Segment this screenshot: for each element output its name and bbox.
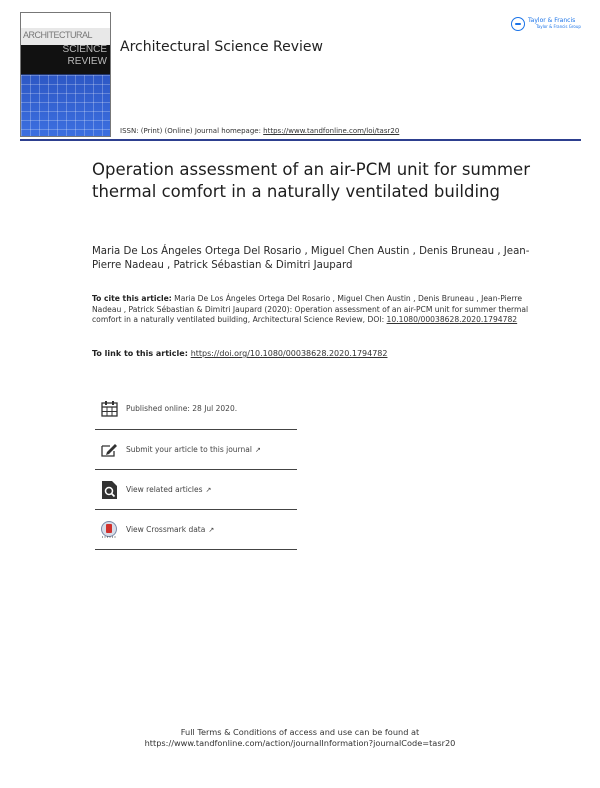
published-online-text: Published online: 28 Jul 2020. [126,404,238,413]
issn-line [120,127,399,135]
journal-title: Architectural Science Review [120,39,323,55]
footer [0,727,600,749]
link-label: To link to this article: [92,349,191,358]
cover-title-line3: REVIEW [67,56,107,67]
publisher-logo[interactable] [511,17,581,31]
publisher-name: Taylor & Francis [528,17,576,24]
crossmark-icon [100,521,118,539]
submit-article-item[interactable] [95,430,297,470]
footer-terms-text: Full Terms & Conditions of access and use can be found at [180,727,420,737]
journal-cover-image [20,12,111,137]
doi-link[interactable]: 10.1080/00038628.2020.1794782 [386,315,518,325]
related-articles-item[interactable] [95,470,297,510]
external-link-icon: ↗ [208,525,215,534]
search-document-icon [100,481,118,499]
calendar-icon [100,400,118,418]
citation-block [92,294,542,326]
external-link-icon: ↗ [254,445,261,454]
article-title: Operation assessment of an air-PCM unit for summer thermal comfort in a naturally ventilated building [92,160,530,201]
article-info-list [95,388,297,550]
taylor-francis-icon [511,17,525,31]
submit-article-link[interactable]: Submit your article to this journal [126,445,252,454]
cover-title-line2: SCIENCE [62,44,107,55]
edit-icon [100,441,118,459]
issn-text: ISSN: (Print) (Online) Journal homepage: [120,127,264,135]
publisher-subtitle: Taylor & Francis Group [536,24,581,29]
footer-terms-link[interactable]: https://www.tandfonline.com/action/journalInformation?journalCode=tasr20 [144,738,456,748]
published-online-item [95,388,297,430]
journal-homepage-link[interactable]: https://www.tandfonline.com/loi/tasr20 [263,127,400,135]
cite-label: To cite this article: [92,294,172,303]
crossmark-link[interactable]: View Crossmark data [126,525,206,534]
article-authors: Maria De Los Ángeles Ortega Del Rosario , Miguel Chen Austin , Denis Bruneau , Jean-Pierre Nadeau , Patrick Sébastian & Dimitri Jaupard [92,246,530,271]
crossmark-item[interactable] [95,510,297,550]
article-link-line [92,349,388,358]
cover-title-line1: ARCHITECTURAL [23,30,93,40]
cite-text: Maria De Los Ángeles Ortega Del Rosario , Miguel Chen Austin , Denis Bruneau , Jean-Pierre Nadeau , Patrick Sébastian & Dimitri Jaupard (2020): Operation assessment of an air-PCM unit for summer thermal comfort in a naturally ventilated building, Architectural Science Review, DOI: [92,294,529,325]
header-divider [20,139,581,141]
cover-blueprint-pattern [21,75,110,136]
article-doi-url-link[interactable]: https://doi.org/10.1080/00038628.2020.1794782 [190,349,388,358]
external-link-icon: ↗ [205,485,212,494]
related-articles-link[interactable]: View related articles [126,485,203,494]
